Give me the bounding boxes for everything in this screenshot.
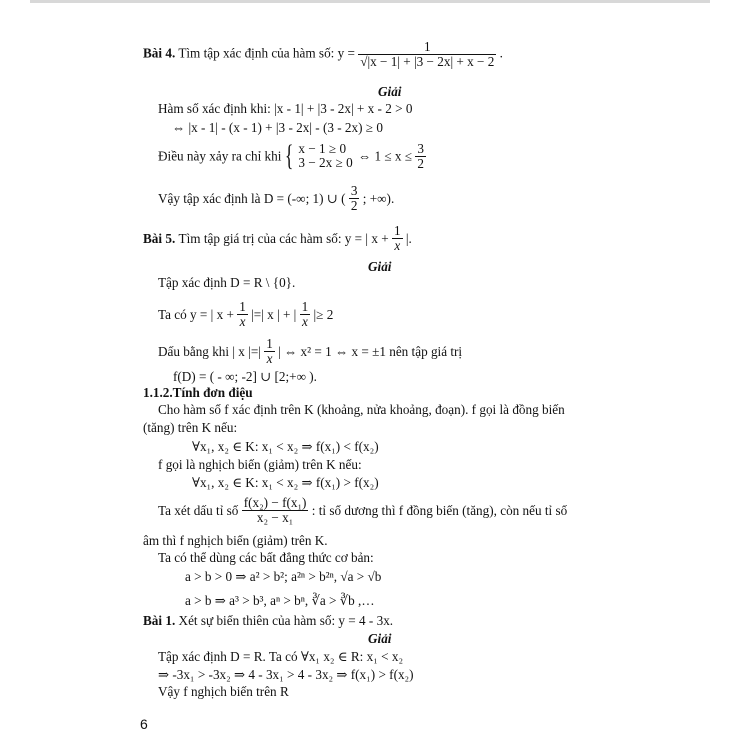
- bai4-line-4-text: Vậy tập xác định là D = (-∞; 1) ∪ (: [158, 190, 346, 206]
- bai4-fraction: [358, 40, 496, 69]
- bai4-heading: Bài 4.: [143, 45, 176, 61]
- ratio-numerator: f(x₂) − f(x₁): [243, 495, 307, 510]
- bai4-system-eq1: x − 1 ≥ 0: [298, 141, 347, 157]
- bai4-line-4-fraction-den: 2: [350, 197, 358, 213]
- bai5-line-3-frac: [264, 337, 275, 366]
- bai5-solution-label: Giải: [368, 259, 392, 274]
- bai4-fraction-3-2-num: 3: [417, 140, 424, 156]
- bai1-line-2: ⇒ -3x₁ > -3x₂ ⇒ 4 - 3x₁ > 4 - 3x₂ ⇒ f(x₁) > f(x₂): [158, 667, 414, 682]
- bai4-line-3-result: ⇔ 1 ≤ x ≤: [357, 148, 413, 164]
- section-p7: âm thì f nghịch biến (giảm) trên K.: [143, 533, 328, 548]
- section-p5: ∀x₁, x₂ ∈ K: x₁ < x₂ ⇒ f(x₁) > f(x₂): [192, 475, 379, 490]
- bai5-line-3-b: | ⇔ x² = 1 ⇔ x = ±1 nên tập giá trị: [278, 343, 463, 359]
- bai5-line-2-frac1: [237, 300, 248, 329]
- bai5-line-2-frac2-num: 1: [301, 299, 309, 314]
- section-p6: [158, 496, 567, 525]
- bai1-line-1: Tập xác định D = R. Ta có ∀x₁ x₂ ∈ R: x₁ < x₂: [158, 649, 404, 664]
- bai5-line-3-a: Dấu bằng khi | x |=|: [158, 343, 261, 359]
- bai1-solution-label: Giải: [368, 631, 392, 646]
- ratio-denominator: x₂ − x₁: [242, 510, 309, 525]
- bai5-line-1: Tập xác định D = R \ {0}.: [158, 275, 296, 290]
- bai5-prompt-tail: |.: [405, 230, 412, 246]
- bai1-line-3: Vậy f nghịch biến trên R: [158, 684, 289, 699]
- section-p6-a: Ta xét dấu tỉ số: [158, 502, 239, 518]
- bai4-line-4: [158, 184, 394, 213]
- bai5-fraction-den: x: [392, 238, 403, 253]
- bai4-line-4-fraction-num: 3: [350, 183, 358, 198]
- bai5-prompt: Tìm tập giá trị của các hàm số: y = | x +: [178, 230, 389, 246]
- bai5-line-3: [158, 337, 462, 366]
- bai5-line-2-a: Ta có y = | x +: [158, 306, 234, 322]
- page-top-edge: [30, 0, 710, 3]
- bai5-fraction: [392, 224, 403, 253]
- section-p9: a > b > 0 ⇒ a² > b²; a²ⁿ > b²ⁿ, √a > √b: [185, 569, 382, 584]
- bai1-prompt: Xét sự biến thiên của hàm số: y = 4 - 3x.: [178, 613, 394, 628]
- bai4-fraction-numerator: 1: [424, 39, 431, 54]
- bai5-line-2: [158, 300, 333, 329]
- page-number: 6: [140, 716, 148, 732]
- bai4-line-3: [158, 141, 426, 171]
- ratio-fraction: [242, 496, 309, 525]
- bai5-line-4: f(D) = ( - ∞; -2] ∪ [2;+∞ ).: [173, 369, 317, 384]
- bai4-line-4-tail: ; +∞).: [362, 190, 395, 206]
- section-p6-b: : tỉ số dương thì f đồng biến (tăng), còn nếu tỉ số: [311, 502, 568, 518]
- bai5-line-2-frac2-den: x: [300, 314, 311, 329]
- bai4-fraction-denominator: √|x − 1| + |3 − 2x| + x − 2: [360, 53, 495, 69]
- brace-glyph: {: [284, 139, 294, 172]
- bai4-fraction-3-2: [415, 142, 426, 171]
- bai4-prompt: Tìm tập xác định của hàm số: y =: [178, 45, 355, 61]
- bai4-period: .: [499, 45, 503, 61]
- bai4-line-1: Hàm số xác định khi: |x - 1| + |3 - 2x| + x - 2 > 0: [158, 101, 413, 116]
- bai5-line-2-b: |=| x | + |: [251, 306, 297, 322]
- bai4-line-4-fraction: [349, 184, 360, 213]
- bai4-system-eq2: 3 − 2x ≥ 0: [298, 155, 353, 170]
- bai5-line-2-frac1-num: 1: [239, 299, 246, 314]
- bai4-line-3-text: Điều này xảy ra chỉ khi: [158, 148, 282, 164]
- section-p8: Ta có thể dùng các bất đẳng thức cơ bản:: [158, 550, 374, 565]
- bai5-line-2-frac1-den: x: [237, 314, 248, 329]
- bai5-line-2-c: |≥ 2: [313, 306, 334, 322]
- bai5-line-3-frac-num: 1: [266, 336, 273, 351]
- bai1-heading: Bài 1.: [143, 613, 176, 628]
- bai5-heading: Bài 5.: [143, 230, 176, 246]
- section-p2: (tăng) trên K nếu:: [143, 420, 238, 435]
- bai4-fraction-3-2-den: 2: [417, 155, 424, 171]
- section-p1: Cho hàm số f xác định trên K (khoảng, nửa khoảng, đoạn). f gọi là đồng biến: [158, 402, 565, 417]
- bai5-line-2-frac2: [300, 300, 311, 329]
- bai4-system: [296, 142, 354, 170]
- section-p4: f gọi là nghịch biến (giảm) trên K nếu:: [158, 457, 362, 472]
- bai5-line-3-frac-den: x: [264, 351, 275, 366]
- section-heading: 1.1.2.Tính đơn điệu: [143, 385, 253, 400]
- bai1-title: [143, 614, 393, 627]
- bai4-title: [143, 40, 503, 69]
- section-p10: a > b ⇒ a³ > b³, aⁿ > bⁿ, ∛a > ∛b ,…: [185, 593, 375, 608]
- bai4-solution-label: Giải: [378, 84, 402, 99]
- bai5-fraction-num: 1: [393, 223, 401, 238]
- section-p3: ∀x₁, x₂ ∈ K: x₁ < x₂ ⇒ f(x₁) < f(x₂): [192, 439, 379, 454]
- bai4-line-2: ⇔ |x - 1| - (x - 1) + |3 - 2x| - (3 - 2x) ≥ 0: [172, 120, 383, 135]
- bai5-title: [143, 224, 412, 253]
